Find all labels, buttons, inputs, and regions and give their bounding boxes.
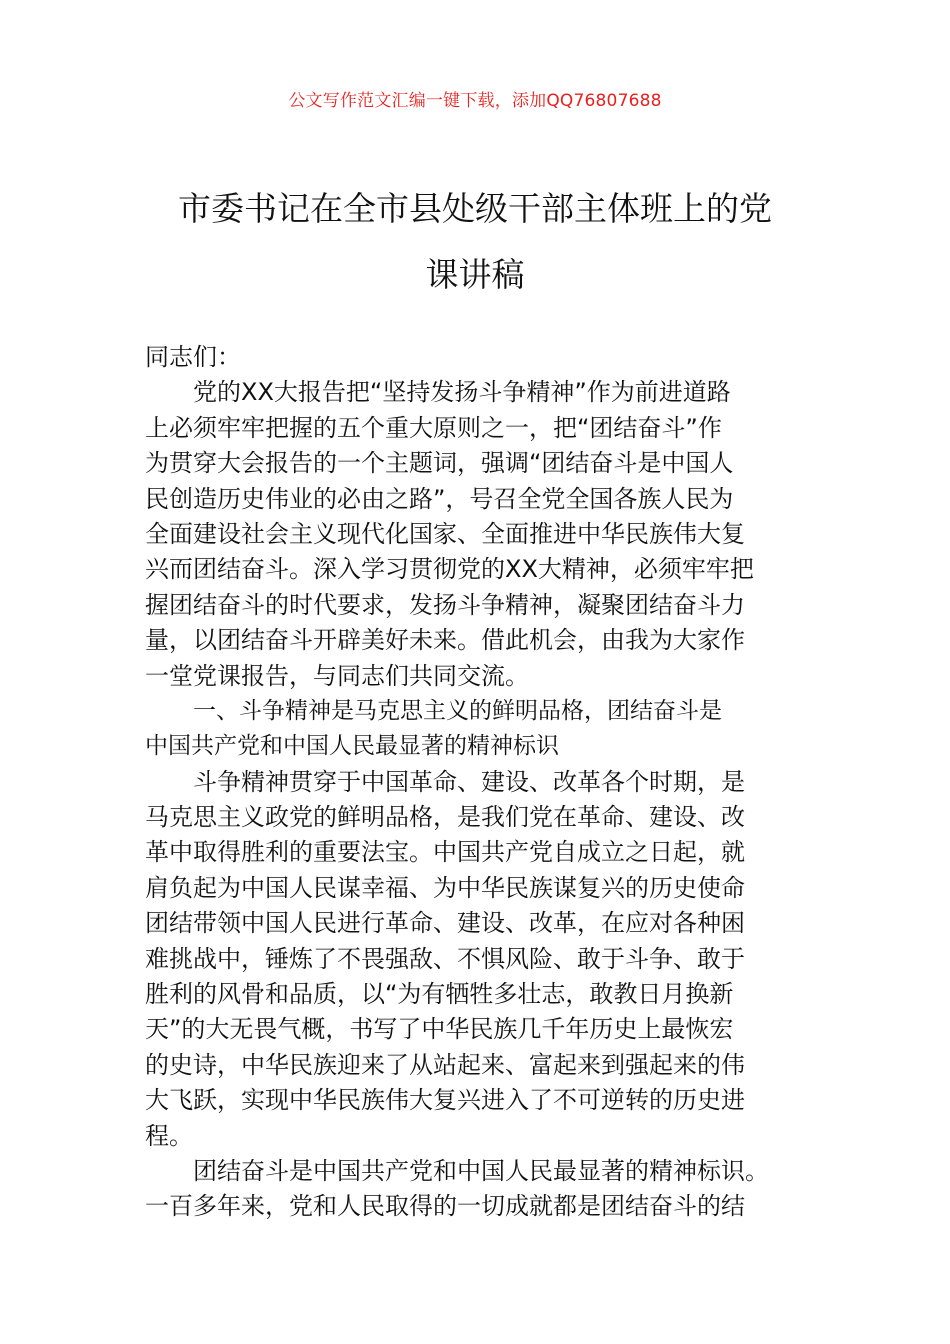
document-body bbox=[145, 340, 810, 1225]
paragraph-1-line: 全面建设社会主义现代化国家、全面推进中华民族伟大复 bbox=[145, 519, 745, 548]
paragraph-2-line: 马克思主义政党的鲜明品格，是我们党在革命、建设、改 bbox=[145, 803, 745, 832]
paragraph-1-line: 党的XX大报告把“坚持发扬斗争精神”作为前进道路 bbox=[193, 378, 731, 407]
title-line-1: 市委书记在全市县处级干部主体班上的党 bbox=[178, 189, 772, 228]
paragraph-1-line: 民创造历史伟业的必由之路”，号召全党全国各族人民为 bbox=[145, 484, 734, 513]
document-title bbox=[0, 176, 950, 308]
download-banner: 公文写作范文汇编一键下载，添加QQ76807688 bbox=[288, 91, 662, 111]
paragraph-3-line: 团结奋斗是中国共产党和中国人民最显著的精神标识。 bbox=[193, 1156, 769, 1185]
paragraph-1-line: 上必须牢牢把握的五个重大原则之一，把“团结奋斗”作 bbox=[145, 413, 722, 442]
paragraph-1-line: 握团结奋斗的时代要求，发扬斗争精神，凝聚团结奋斗力 bbox=[145, 590, 745, 619]
paragraph-2-line: 难挑战中，锤炼了不畏强敌、不惧风险、敢于斗争、敢于 bbox=[145, 944, 745, 973]
title-line-2: 课讲稿 bbox=[425, 255, 525, 294]
paragraph-2-line: 胜利的风骨和品质，以“为有牺牲多壮志，敢教日月换新 bbox=[145, 980, 734, 1009]
paragraph-2-line: 肩负起为中国人民谋幸福、为中华民族谋复兴的历史使命 bbox=[145, 873, 745, 902]
paragraph-2-line: 天”的大无畏气概，书写了中华民族几千年历史上最恢宏 bbox=[145, 1015, 734, 1044]
paragraph-1-line: 一堂党课报告，与同志们共同交流。 bbox=[145, 661, 529, 690]
paragraph-2-line: 团结带领中国人民进行革命、建设、改革，在应对各种困 bbox=[145, 909, 745, 938]
salutation: 同志们： bbox=[145, 343, 241, 371]
paragraph-2-line: 的史诗，中华民族迎来了从站起来、富起来到强起来的伟 bbox=[145, 1050, 745, 1079]
section-heading-1: 一、斗争精神是马克思主义的鲜明品格，团结奋斗是 bbox=[193, 697, 722, 724]
section-heading-1-cont: 中国共产党和中国人民最显著的精神标识 bbox=[145, 733, 559, 760]
paragraph-3-line: 一百多年来，党和人民取得的一切成就都是团结奋斗的结 bbox=[145, 1192, 745, 1221]
paragraph-1-line: 兴而团结奋斗。深入学习贯彻党的XX大精神，必须牢牢把 bbox=[145, 555, 754, 584]
paragraph-2-line: 程。 bbox=[145, 1121, 193, 1150]
paragraph-2-line: 大飞跃，实现中华民族伟大复兴进入了不可逆转的历史进 bbox=[145, 1086, 745, 1115]
paragraph-1-line: 为贯穿大会报告的一个主题词，强调“团结奋斗是中国人 bbox=[145, 449, 734, 478]
paragraph-2-line: 斗争精神贯穿于中国革命、建设、改革各个时期，是 bbox=[193, 767, 745, 796]
paragraph-1-line: 量，以团结奋斗开辟美好未来。借此机会，由我为大家作 bbox=[145, 626, 745, 655]
paragraph-2-line: 革中取得胜利的重要法宝。中国共产党自成立之日起，就 bbox=[145, 838, 745, 867]
